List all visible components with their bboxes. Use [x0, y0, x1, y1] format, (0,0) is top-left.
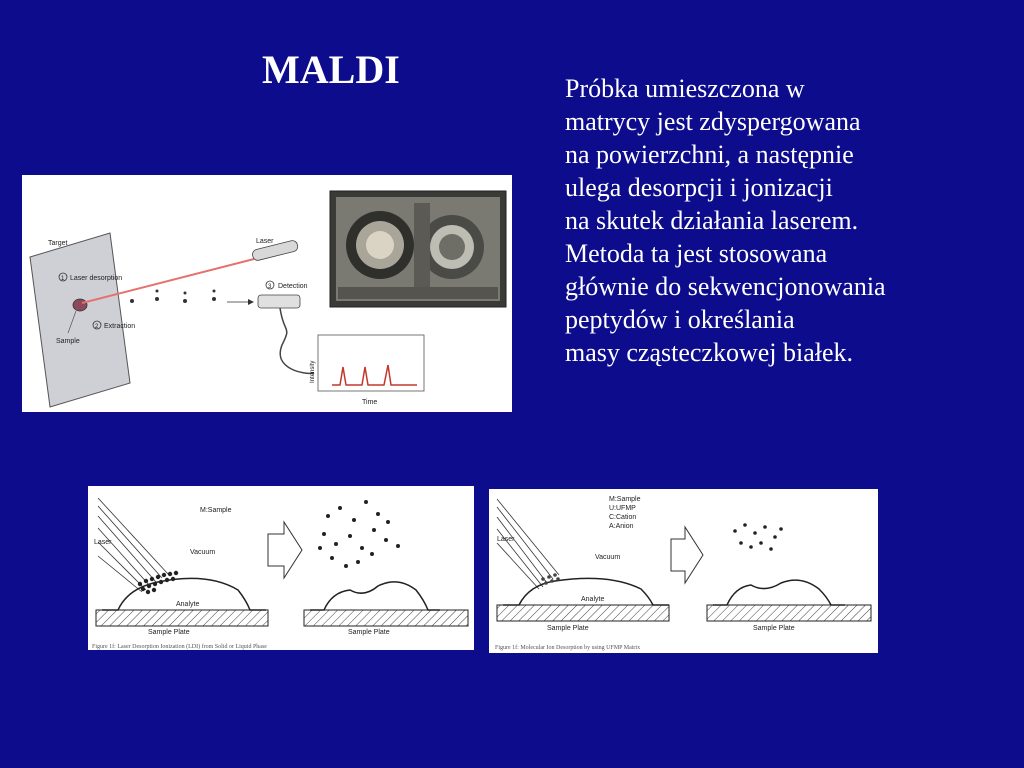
description-text — [565, 72, 1015, 369]
instrument-photo — [330, 191, 506, 307]
ufmp-diagram-svg — [489, 489, 878, 653]
sample-plate-before — [96, 610, 268, 626]
sample-plate-label-before: Sample Plate — [547, 625, 589, 632]
ejected-ions — [318, 500, 400, 568]
description-line: masy cząsteczkowej białek. — [565, 338, 854, 367]
detection-label: Detection — [278, 283, 308, 290]
sample-plate-label-after: Sample Plate — [348, 629, 390, 636]
step-1-number: 1 — [61, 276, 65, 282]
ion-particles — [130, 290, 216, 304]
process-arrow — [671, 527, 703, 583]
sample-plate-after — [304, 610, 468, 626]
figure-caption: Figure 1f: Laser Desorption Ionization (LDI) from Solid or Liquid Phase — [92, 644, 267, 650]
slide-title: MALDI — [262, 47, 400, 92]
sample-spot — [73, 299, 87, 311]
vacuum-label: Vacuum — [190, 549, 216, 556]
laser-label: Laser — [94, 539, 112, 546]
description-line: peptydów i określania — [565, 305, 795, 334]
analyte-dome-after — [713, 580, 845, 605]
sample-plate-after — [707, 605, 871, 621]
ion-arrow-head — [248, 299, 254, 305]
laser-label: Laser — [256, 238, 274, 245]
target-label: Target — [48, 240, 68, 247]
ldi-diagram-svg — [88, 486, 474, 650]
analyte-label: Analyte — [176, 601, 200, 608]
maldi-schematic-svg — [22, 175, 512, 412]
analyte-label: Analyte — [581, 596, 605, 603]
laser-label: Laser — [497, 536, 515, 543]
legend-line-3: C:Cation — [609, 514, 637, 521]
figure-caption: Figure 1f: Molecular Ion Desorption by using UFMP Matrix — [495, 645, 641, 651]
step-3-number: 3 — [268, 284, 272, 290]
step-2-number: 2 — [95, 324, 99, 330]
spectrum-frame — [318, 335, 424, 391]
sample-plate-before — [497, 605, 669, 621]
vacuum-label: Vacuum — [595, 554, 621, 561]
target-plate-shape — [30, 233, 130, 407]
description-line: na powierzchni, a następnie — [565, 140, 854, 169]
ejected-ions — [733, 523, 783, 551]
ldi-diagram-figure — [88, 486, 474, 650]
ufmp-diagram-figure — [489, 489, 878, 653]
description-line: Próbka umieszczona w — [565, 74, 805, 103]
description-line: głównie do sekwencjonowania — [565, 272, 886, 301]
description-line: matrycy jest zdyspergowana — [565, 107, 861, 136]
maldi-schematic-figure — [22, 175, 512, 412]
legend-line-4: A:Anion — [609, 523, 634, 530]
legend-text: M:Sample — [200, 507, 232, 514]
description-line: na skutek działania laserem. — [565, 206, 859, 235]
sample-label: Sample — [56, 338, 80, 345]
detector — [258, 295, 300, 308]
analyte-dome-after — [310, 582, 440, 610]
laser-desorption-label: Laser desorption — [70, 275, 123, 282]
legend-line-1: M:Sample — [609, 496, 641, 503]
legend-line-2: U:UFMP — [609, 505, 636, 512]
description-line: ulega desorpcji i jonizacji — [565, 173, 833, 202]
intensity-label: Intensity — [310, 360, 316, 383]
detector-cable — [280, 308, 314, 373]
description-line: Metoda ta jest stosowana — [565, 239, 828, 268]
sample-plate-label-after: Sample Plate — [753, 625, 795, 632]
extraction-label: Extraction — [104, 323, 136, 330]
process-arrow — [268, 522, 302, 578]
sample-plate-label-before: Sample Plate — [148, 629, 190, 636]
time-label: Time — [362, 399, 378, 406]
